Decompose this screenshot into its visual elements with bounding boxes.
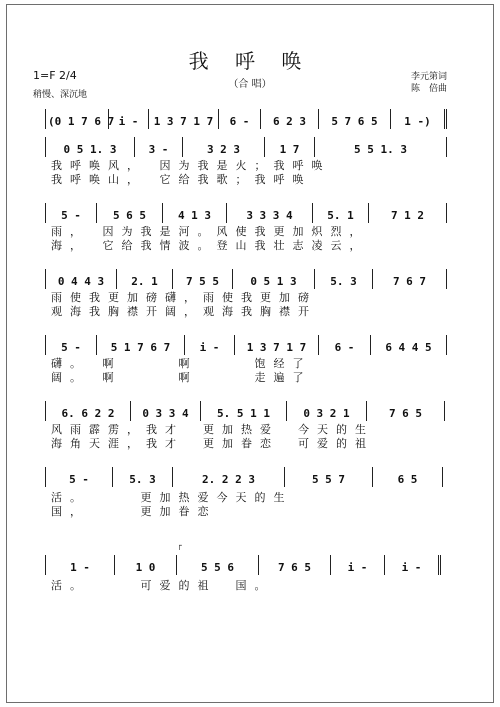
measure: 5 - xyxy=(45,203,97,223)
measure: 3 2 3 xyxy=(183,137,265,157)
measure: 5 1 7 6 7 xyxy=(97,335,185,355)
lyric-line: 阔。 啊 啊 走遍了 xyxy=(51,371,312,384)
score-system-8 xyxy=(45,553,447,575)
measure: 5. 3 xyxy=(315,269,373,289)
score-system-4 xyxy=(45,267,447,289)
song-title: 我 呼 唤 xyxy=(188,49,312,73)
score-system-7 xyxy=(45,465,447,487)
measure: (0 1 7 6 7 xyxy=(45,109,109,129)
lyric-line: 活。 可爱的祖 国。 xyxy=(51,579,274,592)
volta-bracket: ┌ xyxy=(177,541,182,550)
tempo-marking: 稍慢、深沉地 xyxy=(33,90,88,100)
score-system-1 xyxy=(45,107,447,129)
measure: 3 3 3 4 xyxy=(227,203,313,223)
measure: 5 5 1. 3 xyxy=(315,137,447,157)
lyric-line: 雨使我更加磅礴，雨使我更加磅 xyxy=(51,291,317,304)
lyric-line: 礴。 啊 啊 饱经了 xyxy=(51,357,312,370)
measure: 5 - xyxy=(45,467,113,487)
measure: 5. 1 xyxy=(313,203,369,223)
subtitle: （合 唱） xyxy=(228,79,272,90)
score-system-5 xyxy=(45,333,447,355)
key-signature: 1=F 2/4 xyxy=(33,69,77,82)
score-system-6 xyxy=(45,399,447,421)
measure: 1 3 7 1 7 xyxy=(235,335,319,355)
measure: 7 1 2 xyxy=(369,203,447,223)
lyric-line: 我呼唤风， 因为我是火；我呼唤 xyxy=(51,159,331,172)
measure: 3 - xyxy=(135,137,183,157)
lyric-line: 活。 更加热爱今天的生 xyxy=(51,491,293,504)
lyric-line: 国， 更加眷恋 xyxy=(51,505,217,518)
measure: 1 0 xyxy=(115,555,177,575)
measure: 7 5 5 xyxy=(173,269,233,289)
measure: 6. 6 2 2 xyxy=(45,401,131,421)
measure: 5. 5 1 1 xyxy=(201,401,287,421)
measure: 6 2 3 xyxy=(261,109,319,129)
measure: 5 5 6 xyxy=(177,555,259,575)
measure: i - xyxy=(185,335,235,355)
measure: 4 1 3 xyxy=(163,203,227,223)
measure: 6 4 4 5 xyxy=(371,335,447,355)
lyric-line: 雨， 因为我是河。风使我更加炽烈， xyxy=(51,225,369,238)
lyric-line: 观海我胸襟开阔，观海我胸襟开 xyxy=(51,305,317,318)
score-page xyxy=(6,4,494,703)
measure: 7 6 5 xyxy=(259,555,331,575)
measure: 5 7 6 5 xyxy=(319,109,391,129)
score-system-3 xyxy=(45,201,447,223)
measure: 7 6 5 xyxy=(367,401,445,421)
measure: 6 5 xyxy=(373,467,443,487)
measure: 0 3 2 1 xyxy=(287,401,367,421)
measure: 7 6 7 xyxy=(373,269,447,289)
measure: 6 - xyxy=(319,335,371,355)
measure: 1 - xyxy=(45,555,115,575)
measure: 5 - xyxy=(45,335,97,355)
measure: 1 -) xyxy=(391,109,447,129)
measure: 5 5 7 xyxy=(285,467,373,487)
measure: 0 4 4 3 xyxy=(45,269,117,289)
measure: i - xyxy=(331,555,385,575)
measure: 6 - xyxy=(219,109,261,129)
measure: 0 5 1. 3 xyxy=(45,137,135,157)
lyric-line: 海， 它给我情波。登山我壮志凌云， xyxy=(51,239,369,252)
measure: 5 6 5 xyxy=(97,203,163,223)
measure: 1 7 xyxy=(265,137,315,157)
measure: 5. 3 xyxy=(113,467,173,487)
lyric-line: 海角天涯，我才 更加眷恋 可爱的祖 xyxy=(51,437,374,450)
measure: i - xyxy=(385,555,441,575)
measure: 0 3 3 4 xyxy=(131,401,201,421)
composer: 陈 倍曲 xyxy=(410,84,447,94)
measure: 0 5 1 3 xyxy=(233,269,315,289)
lyric-line: 我呼唤山， 它给我歌；我呼唤 xyxy=(51,173,312,186)
measure: 2. 1 xyxy=(117,269,173,289)
lyricist: 李元第词 xyxy=(410,72,447,82)
score-system-2 xyxy=(45,135,447,157)
measure: 1 3 7 1 7 xyxy=(149,109,219,129)
credits xyxy=(411,71,447,95)
measure: 2. 2 2 3 xyxy=(173,467,285,487)
lyric-line: 风雨霹雳，我才 更加热爱 今天的生 xyxy=(51,423,374,436)
measure: i - xyxy=(109,109,149,129)
